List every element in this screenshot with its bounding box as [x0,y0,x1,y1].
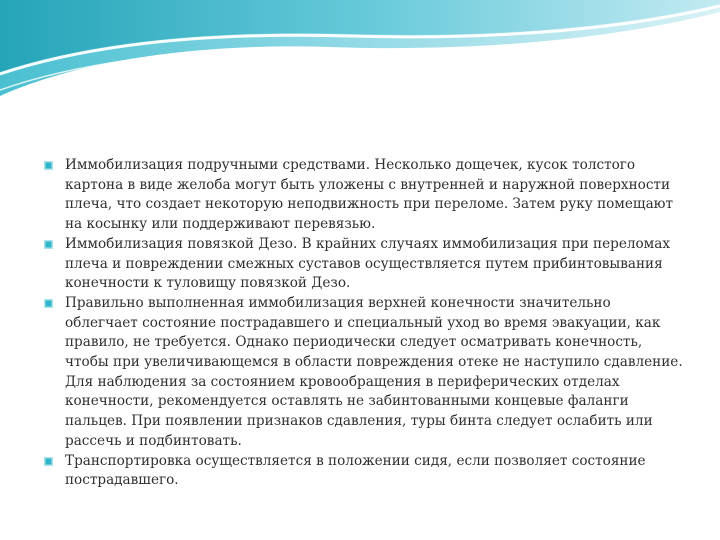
list-item [44,294,684,452]
header-wave-decoration [0,0,720,110]
bullet-text: Иммобилизация повязкой Дезо. В крайних случаях иммобилизация при переломах плеча и повреждении смежных суставов осуществляется путем прибинтовывания конечности к туловищу повязкой Дезо. [65,235,671,292]
bullet-text: Иммобилизация подручными средствами. Несколько дощечек, кусок толстого картона в виде желоба могут быть уложены с внутренней и наружной поверхности плеча, что создает некоторую неподвижность при переломе. Затем руку помещают на косынку или поддерживают перевязью. [65,157,674,233]
bullet-text: Транспортировка осуществляется в положении сидя, если позволяет состояние пострадавшего. [65,452,646,489]
square-bullet-icon [44,457,53,466]
square-bullet-icon [44,299,53,308]
bullet-list [44,156,684,491]
list-item [44,452,684,491]
content-area [44,156,684,491]
square-bullet-icon [44,240,53,249]
bullet-text: Правильно выполненная иммобилизация верхней конечности значительно облегчает состояние пострадавшего и специальный уход во время эвакуации, как правило, не требуется. Однако периодически следует осматривать конечность, чтобы при увеличивающемся в области повреждения отеке не наступило сдавление. Для наблюдения за состоянием кровообращения в периферических отделах конечности, рекомендуется оставлять не забинтованными концевые фаланги пальцев. При появлении признаков сдавления, туры бинта следует ослабить или рассечь и подбинтовать. [65,294,683,449]
list-item [44,156,684,235]
list-item [44,235,684,294]
square-bullet-icon [44,161,53,170]
